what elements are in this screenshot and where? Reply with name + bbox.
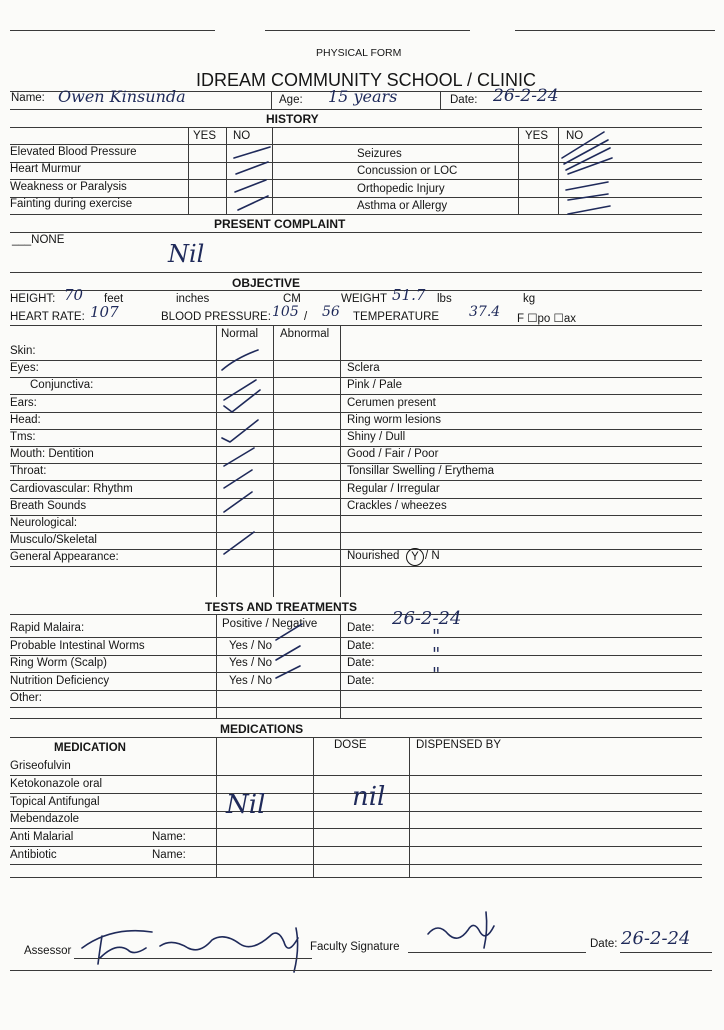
age-label: Age: xyxy=(279,94,303,106)
medication-row-label: Ketokonazole oral xyxy=(10,778,103,790)
test-date-label: Date: xyxy=(347,640,375,652)
rule xyxy=(271,91,272,109)
name-label: Name: xyxy=(11,92,45,104)
objective-row-label: Musculo/Skeletal xyxy=(10,534,97,546)
rule xyxy=(10,232,702,233)
history-item: Weakness or Paralysis xyxy=(10,181,127,193)
complaint-title: PRESENT COMPLAINT xyxy=(214,217,346,231)
heart-rate-value[interactable]: 107 xyxy=(90,303,119,321)
medication-row-label: Anti Malarial xyxy=(10,831,74,843)
objective-row-note: Sclera xyxy=(347,362,380,374)
bp-diastolic[interactable]: 56 xyxy=(322,304,340,320)
school-title: IDREAM COMMUNITY SCHOOL / CLINIC xyxy=(196,70,537,90)
test-yes-no[interactable]: Yes / No xyxy=(229,640,273,652)
date-value[interactable]: 26-2-24 xyxy=(493,86,559,106)
abnormal-header: Abnormal xyxy=(280,328,330,340)
medication-nil-1[interactable]: Nil xyxy=(226,790,266,820)
top-rule-left xyxy=(10,30,215,31)
history-item: Concussion or LOC xyxy=(357,165,458,177)
height-inches: inches xyxy=(176,293,210,305)
objective-row-note: Shiny / Dull xyxy=(347,431,406,443)
rule xyxy=(10,707,702,708)
bp-slash: / xyxy=(304,311,308,323)
dose-nil-2[interactable]: nil xyxy=(352,782,386,812)
rule xyxy=(10,566,702,567)
test-yes-no[interactable]: Yes / No xyxy=(229,657,273,669)
objective-row-label: Conjunctiva: xyxy=(30,379,94,391)
faculty-signature-label: Faculty Signature xyxy=(310,941,400,953)
rule xyxy=(10,637,702,638)
tests-negative-marks[interactable] xyxy=(272,618,312,688)
history-no-checkmarks[interactable] xyxy=(230,144,275,216)
rule xyxy=(10,272,702,273)
height-cm: CM xyxy=(283,293,301,305)
assessor-label: Assessor xyxy=(24,945,72,957)
objective-row-note: Regular / Irregular xyxy=(347,483,440,495)
test-row-label: Nutrition Deficiency xyxy=(10,675,110,687)
rule xyxy=(10,846,702,847)
test-date-label: Date: xyxy=(347,622,375,634)
rule xyxy=(340,614,341,718)
rule xyxy=(10,690,702,691)
test-row-label: Other: xyxy=(10,692,42,704)
rule xyxy=(10,290,702,291)
rule xyxy=(10,672,702,673)
objective-row-note: Cerumen present xyxy=(347,397,436,409)
rule xyxy=(10,480,702,481)
medication-name-label: Name: xyxy=(152,849,186,861)
rule xyxy=(10,737,702,738)
date-label: Date: xyxy=(450,94,478,106)
history-item: Seizures xyxy=(357,148,402,160)
history-item: Heart Murmur xyxy=(10,163,81,175)
weight-kg: kg xyxy=(523,293,536,305)
normal-checkmarks[interactable] xyxy=(216,342,276,572)
history-yes-label: YES xyxy=(193,130,217,142)
objective-row-label: Breath Sounds xyxy=(10,500,87,512)
test-yes-no[interactable]: Yes / No xyxy=(229,675,273,687)
objective-row-label: Head: xyxy=(10,414,41,426)
history-no-label: NO xyxy=(233,130,251,142)
history-item: Fainting during exercise xyxy=(10,198,133,210)
height-value[interactable]: 70 xyxy=(64,286,84,304)
tests-date-ditto[interactable]: " xyxy=(432,664,441,685)
rule xyxy=(10,718,702,719)
weight-lbs: lbs xyxy=(437,293,452,305)
rule xyxy=(10,970,712,971)
footer-date-value[interactable]: 26-2-24 xyxy=(621,928,691,949)
med-col-dose: DOSE xyxy=(334,739,367,751)
objective-row-note: Crackles / wheezes xyxy=(347,500,447,512)
rule xyxy=(74,958,312,959)
rule xyxy=(10,532,702,533)
objective-row-label: Throat: xyxy=(10,465,47,477)
objective-row-label: Tms: xyxy=(10,431,36,443)
rule xyxy=(10,109,702,110)
test-row-label: Rapid Malaira: xyxy=(10,622,85,634)
assessor-signature[interactable] xyxy=(72,908,322,978)
tests-title: TESTS AND TREATMENTS xyxy=(205,600,357,614)
objective-row-note: Good / Fair / Poor xyxy=(347,448,439,460)
tests-result-header: Positive / Negative xyxy=(222,618,318,630)
tests-date-ditto[interactable]: " xyxy=(432,626,441,647)
temperature-units: F ☐po ☐ax xyxy=(517,313,576,325)
test-date-label: Date: xyxy=(347,675,375,687)
rule xyxy=(10,828,702,829)
history-item: Orthopedic Injury xyxy=(357,183,445,195)
nourished-yes-circled[interactable]: Y xyxy=(406,548,424,566)
objective-title: OBJECTIVE xyxy=(232,276,301,290)
history-no-label-right: NO xyxy=(566,130,584,142)
weight-value[interactable]: 51.7 xyxy=(392,286,426,304)
age-value[interactable]: 15 years xyxy=(328,87,398,106)
medications-title: MEDICATIONS xyxy=(220,722,304,736)
objective-row-label: Skin: xyxy=(10,345,36,357)
rule xyxy=(10,864,702,865)
history-title: HISTORY xyxy=(266,112,319,126)
rule xyxy=(216,737,217,877)
rule xyxy=(10,614,702,615)
test-row-label: Probable Intestinal Worms xyxy=(10,640,145,652)
objective-row-label: Eyes: xyxy=(10,362,39,374)
history-no-checkmarks-right[interactable] xyxy=(558,128,618,218)
objective-row-label: Cardiovascular: Rhythm xyxy=(10,483,133,495)
objective-row-note: Pink / Pale xyxy=(347,379,402,391)
top-rule-right xyxy=(515,30,715,31)
rule xyxy=(620,952,712,953)
bp-label: BLOOD PRESSURE: xyxy=(161,311,271,323)
form-label: PHYSICAL FORM xyxy=(316,47,402,59)
temperature-value[interactable]: 37.4 xyxy=(469,304,501,320)
rule xyxy=(409,737,410,877)
objective-row-label: General Appearance: xyxy=(10,551,119,563)
rule xyxy=(226,127,227,214)
tests-first-date[interactable]: 26-2-24 xyxy=(392,608,462,629)
top-rule-middle xyxy=(265,30,470,31)
rule xyxy=(10,775,702,776)
faculty-signature[interactable] xyxy=(424,904,514,954)
objective-row-label: Ears: xyxy=(10,397,37,409)
test-row-label: Ring Worm (Scalp) xyxy=(10,657,107,669)
medication-name-label: Name: xyxy=(152,831,186,843)
complaint-none-label: ___NONE xyxy=(12,234,65,246)
medication-row-label: Antibiotic xyxy=(10,849,57,861)
name-value[interactable]: Owen Kinsunda xyxy=(58,87,186,106)
rule xyxy=(408,952,586,953)
history-item: Elevated Blood Pressure xyxy=(10,146,137,158)
bp-systolic[interactable]: 105 xyxy=(272,304,299,320)
medication-row-label: Mebendazole xyxy=(10,813,80,825)
objective-row-label: Neurological: xyxy=(10,517,78,529)
medication-row-label: Topical Antifungal xyxy=(10,796,100,808)
history-item: Asthma or Allergy xyxy=(357,200,448,212)
weight-label: WEIGHT xyxy=(341,293,387,305)
medication-row-label: Griseofulvin xyxy=(10,760,71,772)
rule xyxy=(10,515,702,516)
nourished-no: / N xyxy=(425,550,440,562)
tests-date-ditto[interactable]: " xyxy=(432,644,441,665)
objective-row-label: Mouth: Dentition xyxy=(10,448,94,460)
rule xyxy=(216,614,217,718)
objective-row-note: Tonsillar Swelling / Erythema xyxy=(347,465,495,477)
rule xyxy=(10,325,702,326)
history-yes-label-right: YES xyxy=(525,130,549,142)
rule xyxy=(518,127,519,214)
heart-rate-label: HEART RATE: xyxy=(10,311,85,323)
normal-header: Normal xyxy=(221,328,259,340)
height-feet: feet xyxy=(104,293,124,305)
nourished-label: Nourished xyxy=(347,550,400,562)
med-col-medication: MEDICATION xyxy=(54,742,126,754)
footer-date-label: Date: xyxy=(590,938,618,950)
height-label: HEIGHT: xyxy=(10,293,56,305)
complaint-value[interactable]: Nil xyxy=(168,240,205,268)
objective-row-note: Ring worm lesions xyxy=(347,414,441,426)
med-col-dispensed: DISPENSED BY xyxy=(416,739,501,751)
rule xyxy=(188,127,189,214)
rule xyxy=(10,655,702,656)
rule xyxy=(313,737,314,877)
rule xyxy=(440,91,441,109)
rule xyxy=(10,394,702,395)
rule xyxy=(340,325,341,597)
rule xyxy=(10,877,702,878)
temperature-label: TEMPERATURE xyxy=(353,311,440,323)
test-date-label: Date: xyxy=(347,657,375,669)
